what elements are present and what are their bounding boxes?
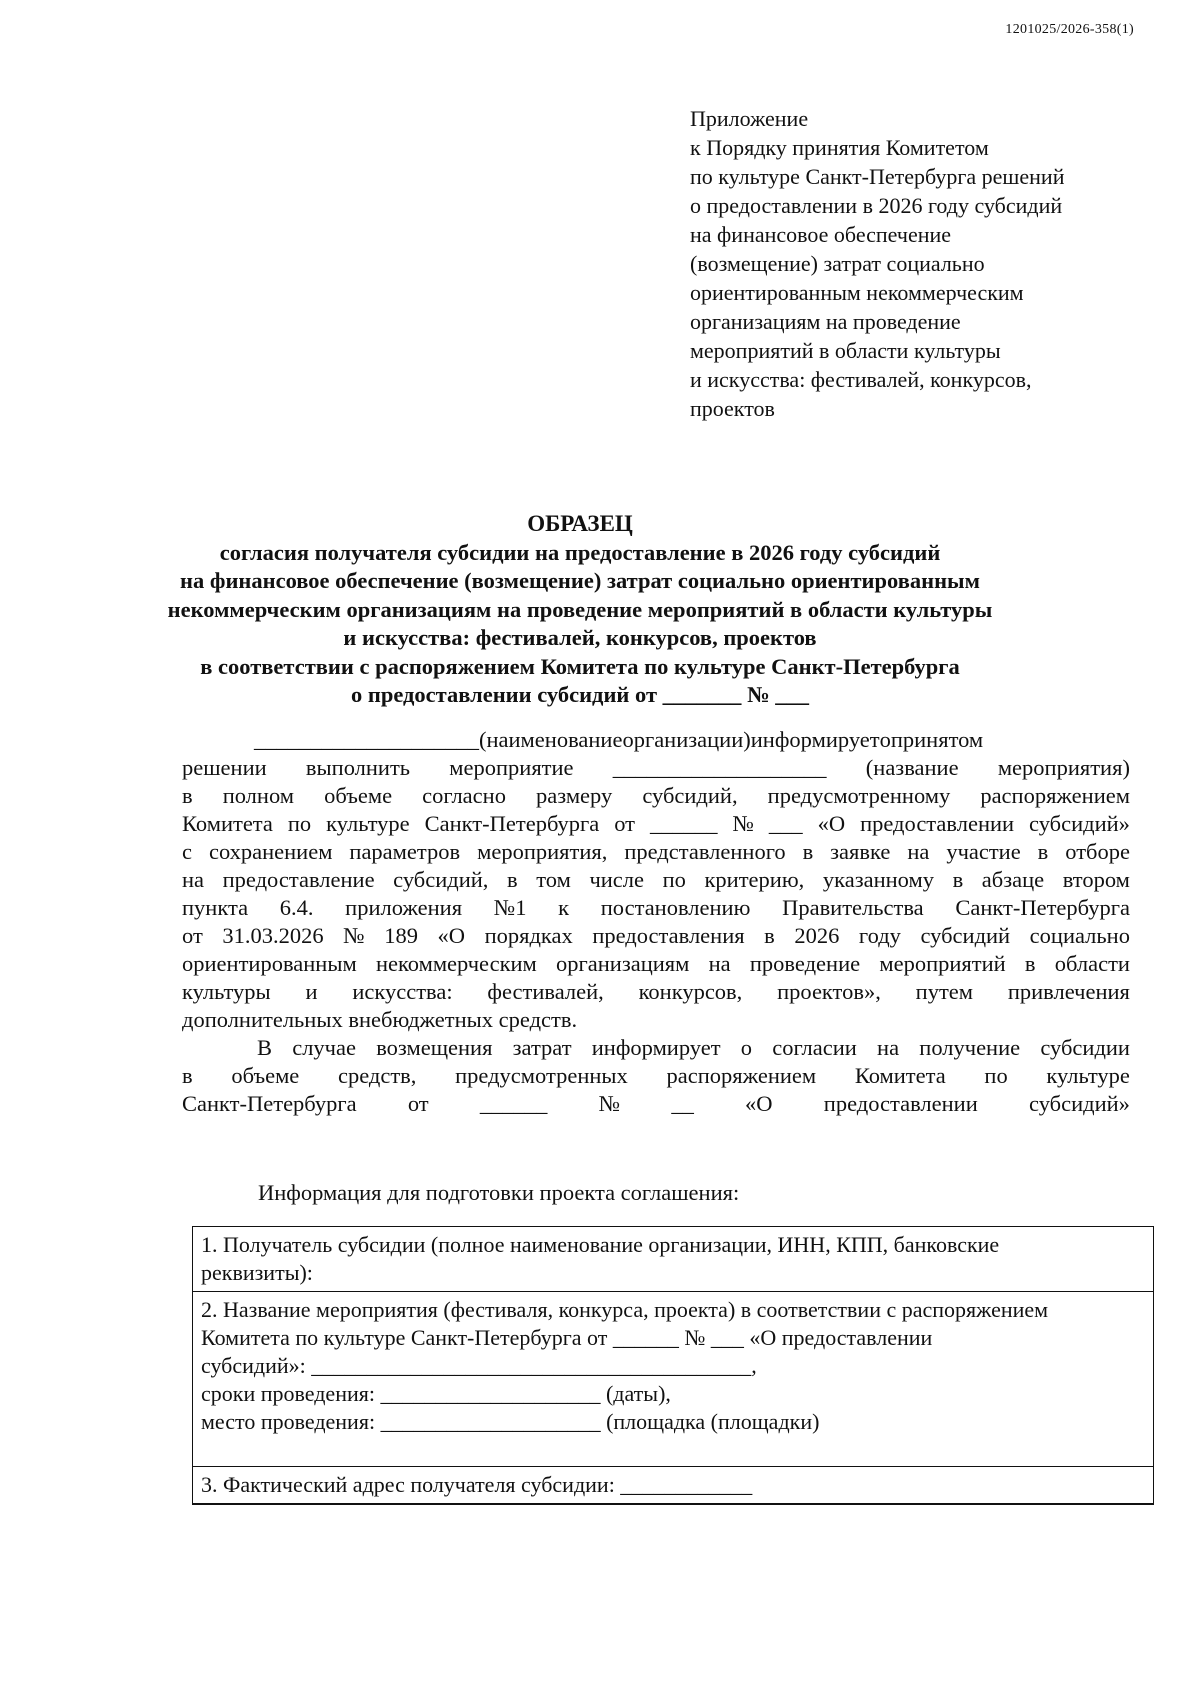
word: размеру: [536, 783, 613, 808]
word: объеме: [324, 783, 393, 808]
word: 189: [384, 923, 418, 948]
word: возмещения: [376, 1035, 493, 1060]
info-table: [192, 1226, 1154, 1505]
word: субсидии: [1040, 1035, 1130, 1060]
body-text: [182, 726, 1130, 1118]
word: сохранением: [208, 839, 333, 864]
word: ____________________(наименование: [254, 727, 623, 752]
word: по: [287, 811, 312, 836]
word: Санкт-Петербурга: [424, 811, 600, 836]
paragraph-line: [182, 782, 1130, 810]
word: №: [732, 811, 754, 836]
word: __: [671, 1091, 694, 1116]
word: №: [343, 923, 365, 948]
word: в: [507, 867, 518, 892]
document-title: [150, 510, 1010, 710]
appendix-line: организациям на проведение: [690, 309, 961, 334]
word: распоряжением: [980, 783, 1130, 808]
title-line: на финансовое обеспечение (возмещение) затрат социально ориентированным: [180, 568, 980, 593]
word: пункта: [182, 895, 249, 920]
paragraph-line: [182, 838, 1130, 866]
word: информирует: [591, 1035, 721, 1060]
word: В: [257, 1035, 273, 1060]
word: культуре: [326, 811, 410, 836]
word: Комитета: [854, 1063, 946, 1088]
word: абзаце: [981, 867, 1045, 892]
word: постановлению: [600, 895, 751, 920]
paragraph-2: [182, 1034, 1130, 1118]
info-item-recipient: [193, 1227, 1153, 1292]
info-line: реквизиты):: [201, 1260, 313, 1285]
word: предоставления: [592, 923, 745, 948]
paragraph-line: [182, 726, 1130, 754]
word: привлечения: [1007, 979, 1130, 1004]
word: предоставлении: [860, 811, 1015, 836]
word: некоммерческим: [375, 951, 537, 976]
title-line: и искусства: фестивалей, конкурсов, проектов: [343, 625, 817, 650]
word: согласно: [422, 783, 506, 808]
word: конкурсов,: [638, 979, 743, 1004]
word: числе: [589, 867, 645, 892]
info-line: Комитета по культуре Санкт-Петербурга от ______ № ___ «О предоставлении: [201, 1325, 933, 1350]
word: путем: [915, 979, 974, 1004]
word: от: [614, 811, 636, 836]
word: в: [1024, 951, 1036, 976]
info-line: место проведения: ____________________ (площадка (площадки): [201, 1409, 820, 1434]
title-line: о предоставлении субсидий от _______ № ___: [351, 682, 809, 707]
title-line: в соответствии с распоряжением Комитета по культуре Санкт-Петербурга: [200, 653, 960, 679]
appendix-block: [690, 104, 1150, 423]
word: затрат: [512, 1035, 572, 1060]
word: выполнить: [305, 755, 411, 780]
paragraph-line: [182, 922, 1130, 950]
word: получение: [919, 1035, 1021, 1060]
word: ориентированным: [182, 951, 357, 976]
word: параметров: [349, 839, 461, 864]
word: в: [1037, 839, 1049, 864]
word: решении: [182, 755, 267, 780]
title-main: ОБРАЗЕЦ: [527, 511, 633, 536]
appendix-line: на финансовое обеспечение: [690, 222, 952, 247]
paragraph-line: [182, 894, 1130, 922]
word: предусмотренных: [455, 1063, 628, 1088]
word: ___________________: [612, 755, 827, 780]
word: на: [877, 1035, 900, 1060]
word: искусства:: [352, 979, 453, 1004]
word: приложения: [345, 895, 463, 920]
word: №: [598, 1091, 621, 1116]
word: по: [984, 1063, 1008, 1088]
word: «О: [437, 923, 466, 948]
word: от: [407, 1091, 429, 1116]
word: ___: [768, 811, 803, 836]
word: ______: [479, 1091, 548, 1116]
appendix-line: проектов: [690, 396, 775, 421]
appendix-line: и искусства: фестивалей, конкурсов,: [690, 367, 1032, 392]
word: субсидий,: [393, 867, 489, 892]
word: о: [879, 727, 891, 752]
info-item-event: [193, 1292, 1153, 1467]
word: проведение: [749, 951, 861, 976]
word: предоставлении: [823, 1091, 978, 1116]
word: субсидий: [920, 923, 1011, 948]
word: с: [182, 839, 192, 864]
word: критерию,: [704, 867, 805, 892]
word: субсидий,: [642, 783, 738, 808]
word: Правительства: [782, 895, 924, 920]
appendix-line: (возмещение) затрат социально: [690, 251, 985, 276]
word: области: [1054, 951, 1130, 976]
word: социально: [1029, 923, 1130, 948]
word: субсидий»: [1029, 1091, 1130, 1116]
paragraph-line: [182, 1034, 1130, 1062]
word: фестивалей,: [487, 979, 604, 1004]
word: объеме: [231, 1063, 300, 1088]
title-line: согласия получателя субсидии на предоставление в 2026 году субсидий: [219, 539, 941, 565]
word: в: [952, 867, 964, 892]
word: согласии: [772, 1035, 857, 1060]
info-line: субсидий»: ________________________________________,: [201, 1353, 757, 1378]
word: Комитета: [182, 811, 273, 836]
word: «О: [817, 811, 846, 836]
word: от: [182, 923, 203, 948]
word: на: [708, 951, 731, 976]
word: организации): [622, 727, 751, 752]
word: отборе: [1065, 839, 1130, 864]
word: втором: [1062, 867, 1130, 892]
word: «О: [745, 1091, 773, 1116]
word: в: [182, 1063, 193, 1088]
info-line: 1. Получатель субсидии (полное наименование организации, ИНН, КПП, банковские: [201, 1232, 1000, 1257]
appendix-line: по культуре Санкт-Петербурга решений: [690, 164, 1065, 189]
word: предоставление: [222, 867, 375, 892]
appendix-line: Приложение: [690, 106, 809, 131]
word: Санкт-Петербурга: [182, 1091, 357, 1116]
info-heading: Информация для подготовки проекта соглашения:: [258, 1180, 740, 1205]
word: к: [558, 895, 570, 920]
word: 6.4.: [279, 895, 314, 920]
word: мероприятия,: [477, 839, 608, 864]
word: в: [182, 783, 193, 808]
paragraph-line: [182, 754, 1130, 782]
word: в: [802, 839, 814, 864]
word: предусмотренному: [767, 783, 951, 808]
word: 31.03.2026: [222, 923, 324, 948]
word: проектов»,: [777, 979, 881, 1004]
info-line: 3. Фактический адрес получателя субсидии: ____________: [201, 1472, 753, 1497]
word: организациям: [556, 951, 690, 976]
appendix-line: мероприятий в области культуры: [690, 338, 1001, 363]
word: случае: [292, 1035, 356, 1060]
word: заявке: [830, 839, 891, 864]
word: и: [305, 979, 318, 1004]
word: 2026: [794, 923, 840, 948]
word: субсидий»: [1029, 811, 1130, 836]
title-line: некоммерческим организациям на проведение мероприятий в области культуры: [167, 596, 993, 622]
paragraph-line: [182, 810, 1130, 838]
word: году: [858, 923, 901, 948]
paragraph-line: [182, 978, 1130, 1006]
word: распоряжением: [666, 1063, 817, 1088]
word: ______: [649, 811, 718, 836]
word: культуре: [1046, 1063, 1130, 1088]
info-line: 2. Название мероприятия (фестиваля, конкурса, проекта) в соответствии с распоряжением: [201, 1297, 1049, 1322]
word: представленного: [624, 839, 786, 864]
word: мероприятий: [879, 951, 1006, 976]
word: на: [907, 839, 930, 864]
word: о: [740, 1035, 753, 1060]
paragraph-line: [182, 1090, 1130, 1118]
word: (название: [865, 755, 959, 780]
appendix-line: ориентированным некоммерческим: [690, 280, 1024, 305]
word: №1: [493, 895, 527, 920]
document-id: 1201025/2026-358(1): [1005, 22, 1134, 37]
info-item-address: [193, 1467, 1153, 1503]
word: мероприятия): [997, 755, 1130, 780]
paragraph-line: дополнительных внебюджетных средств.: [182, 1007, 578, 1032]
word: мероприятие: [449, 755, 574, 780]
word: порядках: [484, 923, 573, 948]
word: участие: [946, 839, 1021, 864]
paragraph-line: [182, 1062, 1130, 1090]
word: на: [182, 867, 205, 892]
appendix-line: к Порядку принятия Комитетом: [690, 135, 989, 160]
word: том: [536, 867, 571, 892]
word: Санкт-Петербурга: [955, 895, 1130, 920]
paragraph-1: [182, 726, 1130, 1034]
paragraph-line: [182, 866, 1130, 894]
word: принятом: [890, 727, 984, 752]
word: по: [662, 867, 686, 892]
info-line: сроки проведения: ____________________ (даты),: [201, 1381, 671, 1406]
word: в: [764, 923, 775, 948]
paragraph-line: [182, 950, 1130, 978]
word: информирует: [750, 727, 880, 752]
word: культуры: [182, 979, 271, 1004]
appendix-line: о предоставлении в 2026 году субсидий: [690, 193, 1063, 218]
word: указанному: [822, 867, 934, 892]
word: полном: [222, 783, 295, 808]
word: средств,: [337, 1063, 417, 1088]
